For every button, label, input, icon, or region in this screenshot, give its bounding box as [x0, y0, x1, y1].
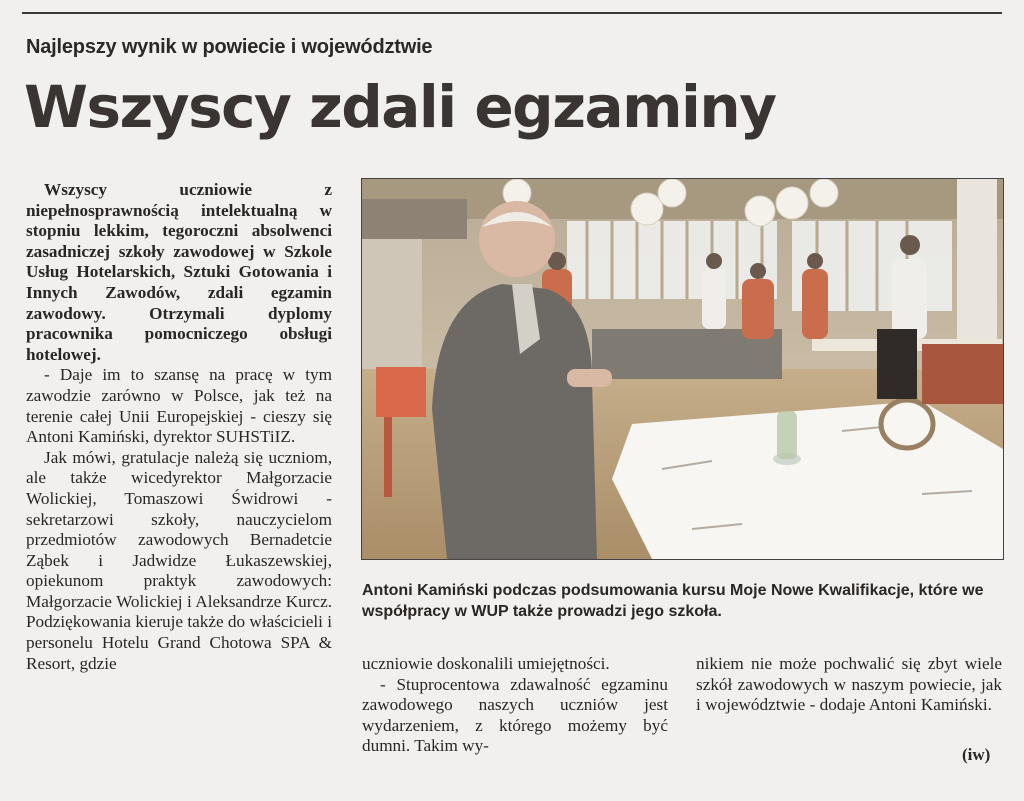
column-3	[696, 654, 1002, 716]
paragraph-thanks: Jak mówi, gratulacje należą się uczniom, ale także wicedyrektor Małgorzacie Wolickiej, Tomaszowi Świdrowi - sekretarzowi szkoły, nauczycielom przedmiotów zawodowych Bernadetcie Ząbek i Jadwidze Łukaszewskiej, opiekunom praktyk zawodowych: Małgorzacie Wolickiej i Aleksandrze Kurcz. Podziękowania kieruje także do właścicieli i personelu Hotelu Grand Chotowa SPA & Resort, gdzie	[26, 447, 332, 673]
author-signature: (iw)	[962, 745, 991, 764]
photo-illustration	[362, 179, 1003, 559]
column-2	[362, 654, 668, 757]
paragraph-closing: nikiem nie może pochwalić się zbyt wiele szkół zawodowych w naszym powiecie, jak i województwie - dodaje Antoni Kamiński.	[696, 654, 1002, 715]
top-rule	[22, 12, 1002, 14]
article-photo	[361, 178, 1004, 560]
lead-paragraph: Wszyscy uczniowie z niepełnosprawnością intelektualną w stopniu lekkim, tegoroczni absolwenci zasadniczej szkoły zawodowej w Szkole Usług Hotelarskich, Sztuki Gotowania i Innych Zawodów, zdali egzamin zawodowy. Otrzymali dyplomy pracownika pomocniczego obsługi hotelowej.	[26, 180, 332, 364]
kicker: Najlepszy wynik w powiecie i województwie	[26, 36, 433, 58]
photo-caption: Antoni Kamiński podczas podsumowania kursu Moje Nowe Kwalifikacje, które we współpracy w WUP także prowadzi jego szkoła.	[362, 582, 984, 620]
paragraph-continued: uczniowie doskonalili umiejętności.	[362, 654, 610, 673]
column-1	[26, 180, 332, 674]
headline: Wszyscy zdali egzaminy	[24, 73, 776, 141]
paragraph-quote-1: - Daje im to szansę na pracę w tym zawodzie zarówno w Polsce, jak też na terenie całej Unii Europejskiej - cieszy się Antoni Kamiński, dyrektor SUHSTiIZ.	[26, 365, 332, 447]
paragraph-quote-2: - Stuprocentowa zdawalność egzaminu zawodowego naszych uczniów jest wydarzeniem, z którego możemy być dumni. Takim wy-	[362, 674, 668, 756]
